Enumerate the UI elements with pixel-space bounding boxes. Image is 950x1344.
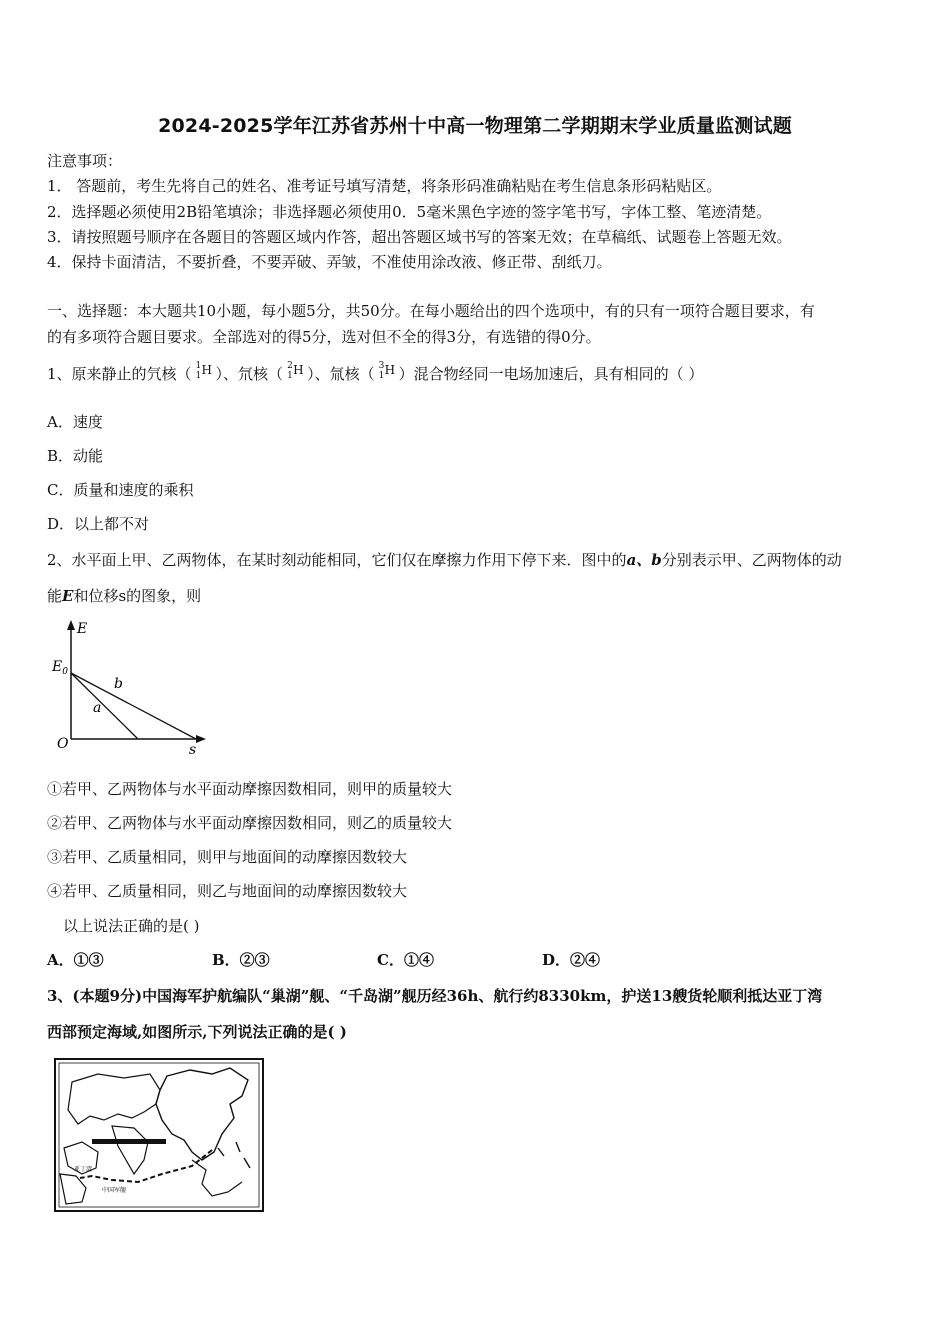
isotope-deuterium: 2 1 H: [287, 361, 304, 381]
q2-option-b: B．②③: [212, 951, 270, 969]
notice-item: 3．请按照题号顺序在各题目的答题区域内作答，超出答题区域书写的答案无效；在草稿纸、试题卷上答题无效。: [47, 228, 792, 246]
q1-text-1: 1、原来静止的氕核（: [47, 365, 192, 383]
line-b: [71, 673, 196, 739]
q2-option-a: A．①③: [47, 951, 104, 969]
q1-text-3: ）、氚核（: [307, 365, 375, 383]
notice-item: 2．选择题必须使用2B铅笔填涂；非选择题必须使用0．5毫米黑色字迹的签字笔书写，字体工整、笔迹清楚。: [47, 203, 772, 221]
origin-label: O: [57, 736, 69, 752]
q2-prompt: 以上说法正确的是( ): [63, 917, 200, 935]
isotope-tritium: 3 1 H: [378, 361, 396, 381]
q2-statement: ③若甲、乙质量相同，则甲与地面间的动摩擦因数较大: [47, 848, 408, 866]
escort-route-map: [52, 1056, 266, 1216]
line-a: [71, 673, 138, 739]
x-axis-arrow: [196, 735, 206, 743]
q1-text-2: ）、氘核（: [215, 365, 284, 383]
energy-displacement-graph: [48, 615, 218, 755]
q2-option-c: C．①④: [377, 951, 434, 969]
route-legend-bar: [92, 1139, 166, 1144]
e0-label: $E_0$: [52, 659, 68, 677]
section-intro-line2: 的有多项符合题目要求。全部选对的得5分，选对但不全的得3分，有选错的得0分。: [47, 328, 601, 346]
y-axis-label: E: [77, 621, 88, 637]
q1-option-b: B．动能: [47, 447, 104, 465]
question-2-stem-line2: 能E和位移s的图象，则: [47, 587, 202, 605]
q1-text-4: ）混合物经同一电场加速后，具有相同的（ ）: [398, 365, 704, 383]
map-label-gulf-of-aden: 亚丁湾: [74, 1166, 93, 1173]
question-3-stem-line2: 西部预定海域,如图所示,下列说法正确的是( ): [47, 1023, 347, 1041]
q2-statement: ①若甲、乙两物体与水平面动摩擦因数相同，则甲的质量较大: [47, 780, 453, 798]
label-b: b: [114, 676, 123, 692]
y-axis-arrow: [67, 620, 75, 630]
page-title: 2024-2025学年江苏省苏州十中高一物理第二学期期末学业质量监测试题: [158, 115, 792, 137]
x-axis-label: s: [189, 742, 197, 755]
notice-item: 1． 答题前，考生先将自己的姓名、准考证号填写清楚，将条形码准确粘贴在考生信息条形码粘贴区。: [47, 177, 722, 195]
map-label-chinese-warship: 中国军舰: [102, 1187, 127, 1194]
q2-option-d: D．②④: [542, 951, 601, 969]
label-a: a: [93, 700, 102, 716]
notice-item: 4．保持卡面清洁，不要折叠，不要弄破、弄皱，不准使用涂改液、修正带、刮纸刀。: [47, 253, 612, 271]
q2-statement: ④若甲、乙质量相同，则乙与地面间的动摩擦因数较大: [47, 882, 408, 900]
q1-option-a: A．速度: [47, 413, 103, 431]
question-2-stem-line1: 2、水平面上甲、乙两物体，在某时刻动能相同，它们仅在摩擦力作用下停下来．图中的a、b分别表示甲、乙两物体的动: [47, 551, 842, 569]
section-intro-line1: 一、选择题：本大题共10小题，每小题5分，共50分。在每小题给出的四个选项中，有的只有一项符合题目要求，有: [47, 302, 815, 320]
q1-option-d: D．以上都不对: [47, 515, 150, 533]
q1-option-c: C．质量和速度的乘积: [47, 481, 194, 499]
q2-statement: ②若甲、乙两物体与水平面动摩擦因数相同，则乙的质量较大: [47, 814, 453, 832]
question-3-stem-line1: 3、(本题9分)中国海军护航编队“巢湖”舰、“千岛湖”舰历经36h、航行约8330km，护送13艘货轮顺利抵达亚丁湾: [47, 987, 823, 1005]
question-1-stem: [47, 361, 704, 384]
notice-heading: 注意事项：: [47, 152, 123, 170]
isotope-protium: 1 1 H: [195, 361, 213, 381]
